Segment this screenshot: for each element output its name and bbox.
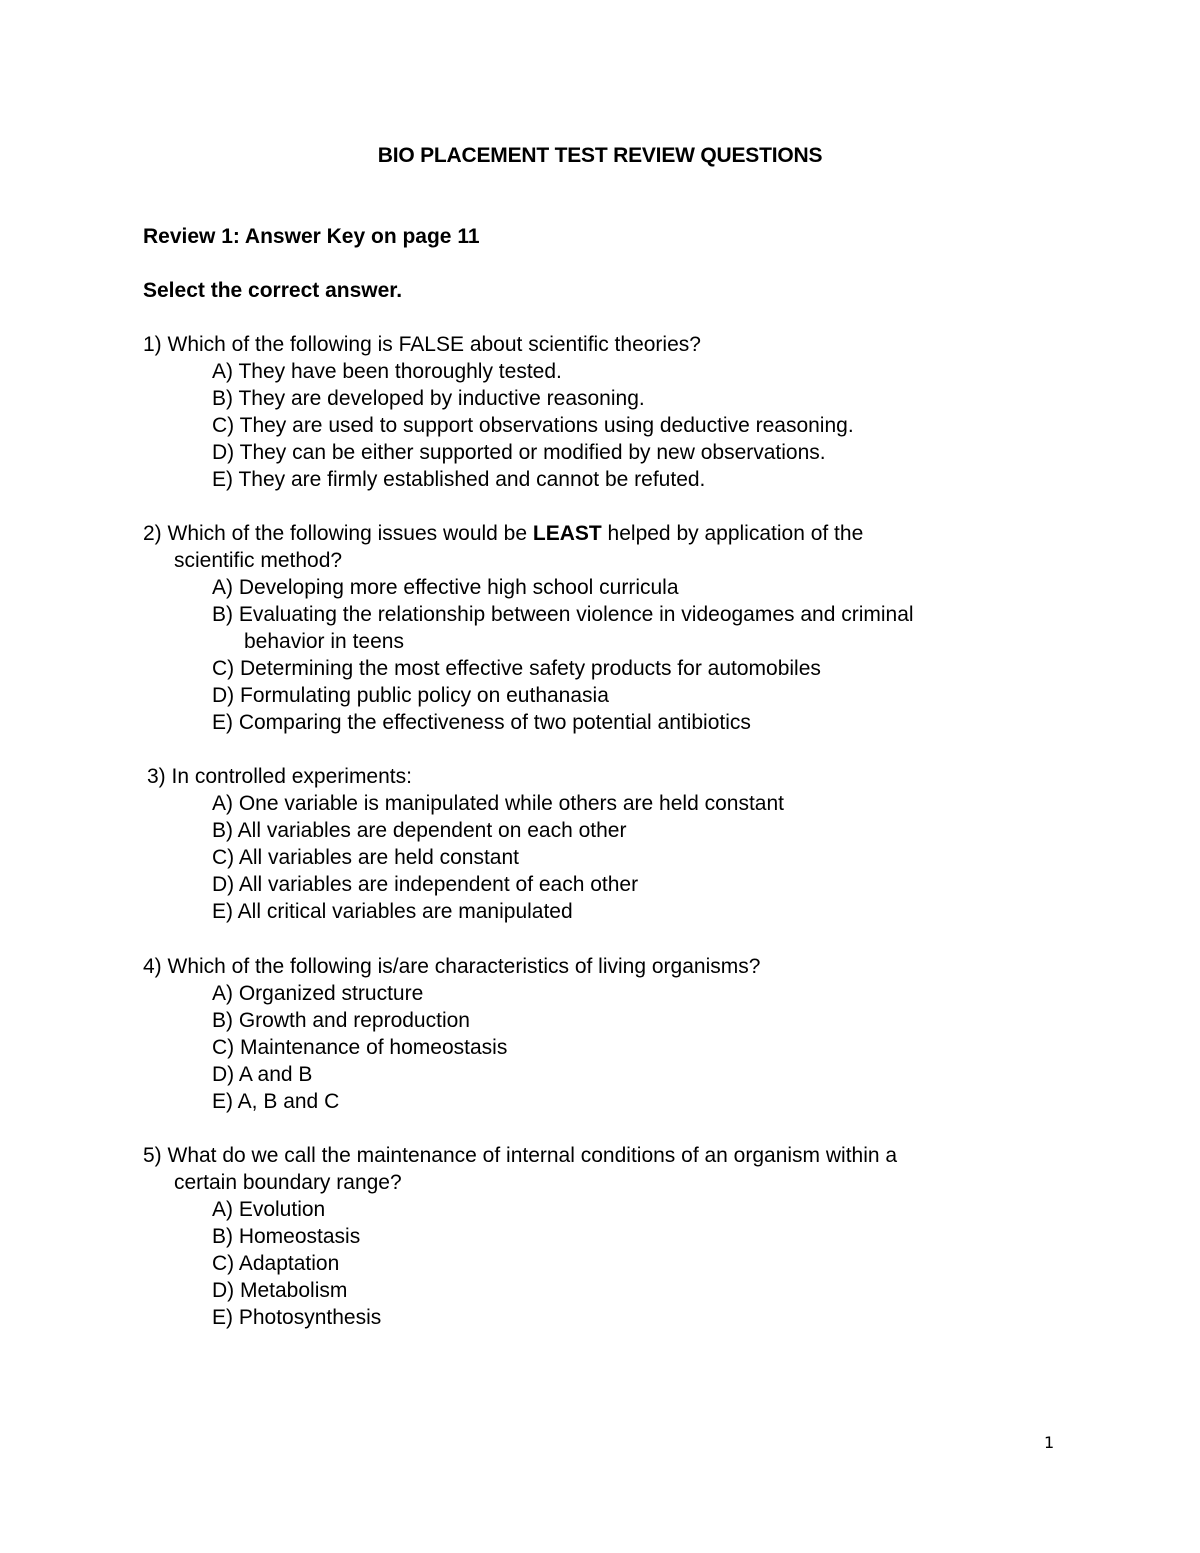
- question-5-text: 5) What do we call the maintenance of internal conditions of an organism within a: [143, 1144, 898, 1167]
- question-1-option-a: A) They have been thoroughly tested.: [212, 360, 562, 383]
- question-4-text: 4) Which of the following is/are characteristics of living organisms?: [143, 955, 761, 978]
- question-4-option-d: D) A and B: [212, 1063, 313, 1086]
- question-2: [143, 520, 1043, 736]
- question-2-option-c: C) Determining the most effective safety products for automobiles: [212, 657, 821, 680]
- question-4-option-e: E) A, B and C: [212, 1090, 340, 1113]
- question-4-option-a: A) Organized structure: [212, 982, 424, 1005]
- page-title: BIO PLACEMENT TEST REVIEW QUESTIONS: [377, 144, 823, 167]
- question-2-emphasis: LEAST: [532, 522, 602, 545]
- question-2-option-b: B) Evaluating the relationship between violence in videogames and criminal: [212, 603, 914, 626]
- question-5-option-a: A) Evolution: [212, 1198, 326, 1221]
- question-5: [143, 1142, 1043, 1331]
- question-2-option-b-continued: behavior in teens: [244, 630, 404, 653]
- question-1-option-c: C) They are used to support observations using deductive reasoning.: [212, 414, 854, 437]
- question-2-text-continued: scientific method?: [174, 549, 343, 572]
- question-2-text-start: 2) Which of the following issues would be: [143, 522, 533, 545]
- question-4-option-b: B) Growth and reproduction: [212, 1009, 470, 1032]
- question-5-option-d: D) Metabolism: [212, 1279, 348, 1302]
- question-3-option-a: A) One variable is manipulated while others are held constant: [212, 792, 784, 815]
- question-1: [143, 331, 1043, 493]
- question-1-option-d: D) They can be either supported or modified by new observations.: [212, 441, 826, 464]
- question-2-option-e: E) Comparing the effectiveness of two potential antibiotics: [212, 711, 751, 734]
- question-1-option-b: B) They are developed by inductive reasoning.: [212, 387, 645, 410]
- question-5-option-c: C) Adaptation: [212, 1252, 340, 1275]
- page-number: 1: [1044, 1433, 1055, 1452]
- question-2-option-d: D) Formulating public policy on euthanasia: [212, 684, 609, 707]
- question-1-text: 1) Which of the following is FALSE about scientific theories?: [143, 333, 701, 356]
- question-3-option-e: E) All critical variables are manipulated: [212, 900, 573, 923]
- question-4-option-c: C) Maintenance of homeostasis: [212, 1036, 508, 1059]
- question-1-option-e: E) They are firmly established and cannot be refuted.: [212, 468, 706, 491]
- question-5-option-b: B) Homeostasis: [212, 1225, 361, 1248]
- question-2-text-end: helped by application of the: [601, 522, 864, 545]
- question-3-text: 3) In controlled experiments:: [147, 765, 412, 788]
- question-2-text: [143, 520, 1043, 547]
- question-3: [143, 763, 1043, 925]
- question-5-text-continued: certain boundary range?: [174, 1171, 402, 1194]
- instruction-heading: Select the correct answer.: [143, 279, 403, 302]
- question-3-option-b: B) All variables are dependent on each other: [212, 819, 627, 842]
- question-3-option-d: D) All variables are independent of each other: [212, 873, 639, 896]
- question-4: [143, 953, 1043, 1115]
- question-3-option-c: C) All variables are held constant: [212, 846, 519, 869]
- question-5-option-e: E) Photosynthesis: [212, 1306, 382, 1329]
- question-2-option-a: A) Developing more effective high school curricula: [212, 576, 679, 599]
- review-heading: Review 1: Answer Key on page 11: [143, 225, 480, 248]
